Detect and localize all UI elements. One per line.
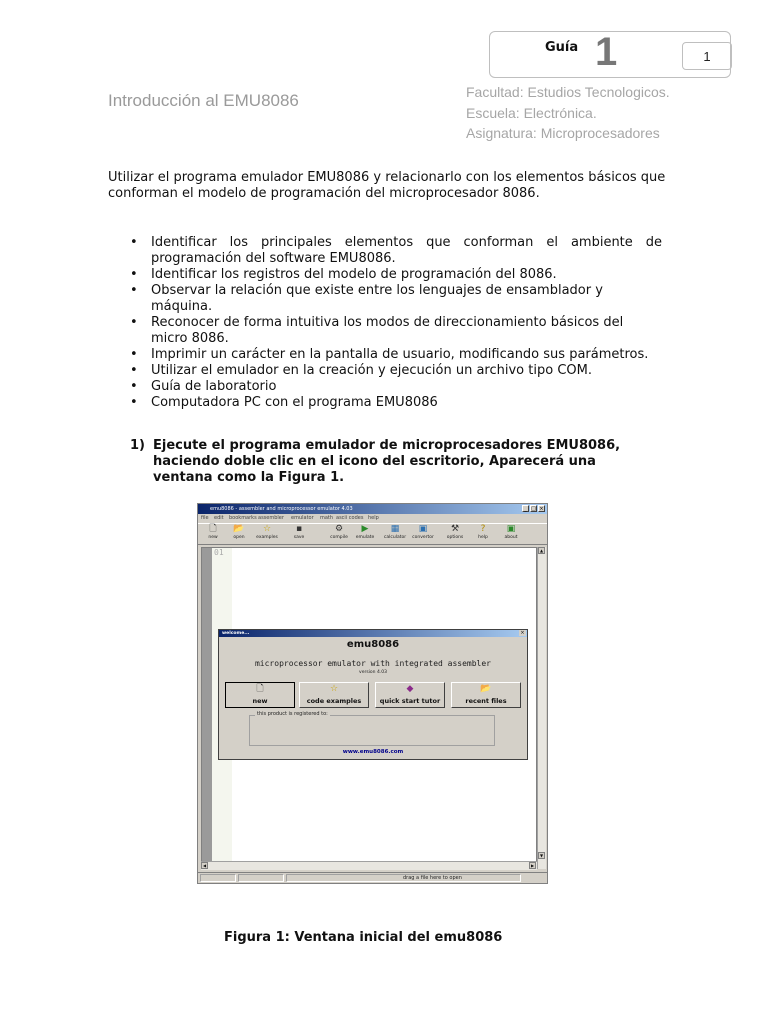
objectives-list bbox=[130, 235, 662, 411]
compile-button[interactable] bbox=[326, 524, 352, 544]
meta-asignatura: Asignatura: Microprocesadores bbox=[466, 125, 660, 141]
welcome-new-button[interactable] bbox=[225, 682, 295, 708]
toolbar-label: options bbox=[446, 535, 464, 540]
figure-caption: Figura 1: Ventana inicial del emu8086 bbox=[224, 930, 503, 945]
scroll-up-icon[interactable]: ▲ bbox=[539, 548, 544, 553]
status-bar bbox=[198, 872, 547, 883]
list-item: • Imprimir un carácter en la pantalla de usuario, modificando sus parámetros. bbox=[130, 347, 662, 363]
folder-icon: 📂 bbox=[480, 684, 492, 694]
status-text: drag a file here to open bbox=[403, 875, 462, 881]
scroll-down-icon[interactable]: ▼ bbox=[539, 853, 544, 858]
emu8086-window-figure bbox=[197, 503, 548, 884]
options-button[interactable] bbox=[442, 524, 468, 544]
button-label: recent files bbox=[465, 697, 507, 705]
save-button[interactable] bbox=[286, 524, 312, 544]
menu-bar bbox=[198, 514, 547, 523]
toolbar-label: help bbox=[478, 535, 488, 540]
list-item: • Identificar los principales elementos que conforman el ambiente de programación del software EMU8086. bbox=[130, 235, 662, 267]
welcome-titlebar bbox=[219, 630, 527, 637]
meta-facultad: Facultad: Estudios Tecnologicos. bbox=[466, 84, 670, 100]
registration-label: this product is registered to: bbox=[257, 711, 328, 717]
welcome-dialog bbox=[218, 629, 528, 760]
step-number: 1) bbox=[130, 438, 145, 453]
button-label: new bbox=[252, 697, 268, 705]
about-icon: ▣ bbox=[506, 524, 516, 534]
menu-file[interactable]: file bbox=[201, 515, 209, 521]
close-icon[interactable]: × bbox=[520, 630, 525, 636]
list-item: • Computadora PC con el programa EMU8086 bbox=[130, 395, 662, 411]
window-titlebar bbox=[198, 504, 547, 514]
star-icon: ☆ bbox=[329, 684, 339, 694]
menu-emulator[interactable]: emulator bbox=[291, 515, 314, 521]
welcome-code-examples-button[interactable] bbox=[299, 682, 369, 708]
editor-line-bar bbox=[202, 548, 212, 868]
guia-label: Guía bbox=[545, 40, 579, 55]
tutor-icon: ◆ bbox=[406, 684, 414, 694]
minimize-icon[interactable]: _ bbox=[522, 505, 529, 512]
calculator-icon: ▦ bbox=[390, 524, 400, 534]
horizontal-scrollbar[interactable] bbox=[201, 861, 537, 870]
welcome-subheading: microprocessor emulator with integrated assembler bbox=[254, 659, 491, 668]
menu-assembler[interactable]: assembler bbox=[258, 515, 284, 521]
help-icon: ? bbox=[480, 524, 486, 534]
status-segment bbox=[200, 874, 236, 882]
list-item: • Reconocer de forma intuitiva los modos de direccionamiento básicos del micro 8086. bbox=[130, 315, 662, 347]
step-text: Ejecute el programa emulador de microprocesadores EMU8086, haciendo doble clic en el icono del escritorio, Aparecerá una ventana como la Figura 1. bbox=[153, 438, 621, 485]
toolbar-label: new bbox=[208, 535, 218, 540]
button-label: quick start tutor bbox=[379, 697, 441, 705]
disk-icon: ▪ bbox=[295, 524, 303, 534]
vertical-scrollbar[interactable] bbox=[537, 547, 546, 869]
calculator-button[interactable] bbox=[382, 524, 408, 544]
list-item: • Observar la relación que existe entre los lenguajes de ensamblador y máquina. bbox=[130, 283, 662, 315]
welcome-title: welcome... bbox=[222, 631, 250, 636]
list-item: • Identificar los registros del modelo de programación del 8086. bbox=[130, 267, 662, 283]
convertor-icon: ▣ bbox=[418, 524, 428, 534]
play-icon: ▶ bbox=[361, 524, 369, 534]
convertor-button[interactable] bbox=[410, 524, 436, 544]
compile-icon: ⚙ bbox=[334, 524, 344, 534]
page-number: 1 bbox=[682, 42, 732, 70]
examples-button[interactable] bbox=[254, 524, 280, 544]
document-title: Introducción al EMU8086 bbox=[108, 91, 299, 110]
menu-math[interactable]: math bbox=[320, 515, 334, 521]
star-icon: ☆ bbox=[262, 524, 272, 534]
menu-edit[interactable]: edit bbox=[214, 515, 224, 521]
meta-escuela: Escuela: Electrónica. bbox=[466, 105, 597, 121]
procedure-step-1 bbox=[130, 438, 650, 486]
help-button[interactable] bbox=[470, 524, 496, 544]
maximize-icon[interactable]: □ bbox=[531, 506, 536, 512]
toolbar-label: about bbox=[504, 535, 518, 540]
toolbar-label: compile bbox=[330, 535, 348, 540]
welcome-heading: emu8086 bbox=[346, 639, 400, 650]
open-button[interactable] bbox=[226, 524, 252, 544]
emulate-button[interactable] bbox=[352, 524, 378, 544]
window-title: emu8086 - assembler and microprocessor emulator 4.03 bbox=[210, 506, 353, 512]
welcome-version: version 4.03 bbox=[359, 670, 387, 675]
toolbar-label: open bbox=[233, 535, 245, 540]
toolbar-label: convertor bbox=[412, 535, 434, 540]
folder-icon: 📂 bbox=[233, 524, 245, 534]
new-button[interactable] bbox=[200, 524, 226, 544]
toolbar-label: save bbox=[293, 535, 305, 540]
toolbar-label: examples bbox=[256, 535, 278, 540]
welcome-quick-start-button[interactable] bbox=[375, 682, 445, 708]
welcome-recent-files-button[interactable] bbox=[451, 682, 521, 708]
list-item: • Guía de laboratorio bbox=[130, 379, 662, 395]
toolbar bbox=[198, 523, 547, 545]
toolbar-label: emulate bbox=[355, 535, 375, 540]
objective-paragraph: Utilizar el programa emulador EMU8086 y relacionarlo con los elementos básicos que conforman el modelo de programación del microprocesador 8086. bbox=[108, 170, 666, 201]
menu-bookmarks[interactable]: bookmarks bbox=[229, 515, 257, 521]
close-icon[interactable]: × bbox=[539, 506, 544, 512]
status-segment bbox=[238, 874, 284, 882]
scroll-left-icon[interactable]: ◀ bbox=[202, 863, 207, 868]
guia-number: 1 bbox=[595, 30, 618, 74]
new-file-icon: 🗋 bbox=[256, 684, 264, 694]
line-number: 01 bbox=[214, 548, 224, 557]
registration-box bbox=[249, 715, 495, 746]
scroll-right-icon[interactable]: ▶ bbox=[530, 863, 535, 868]
menu-ascii-codes[interactable]: ascii codes bbox=[336, 515, 364, 521]
tools-icon: ⚒ bbox=[450, 524, 460, 534]
menu-help[interactable]: help bbox=[368, 515, 379, 521]
about-button[interactable] bbox=[498, 524, 524, 544]
toolbar-label: calculator bbox=[383, 535, 407, 540]
new-file-icon: 🗋 bbox=[209, 524, 217, 534]
button-label: code examples bbox=[306, 697, 362, 705]
website-link[interactable]: www.emu8086.com bbox=[342, 749, 404, 755]
list-item: • Utilizar el emulador en la creación y ejecución un archivo tipo COM. bbox=[130, 363, 662, 379]
